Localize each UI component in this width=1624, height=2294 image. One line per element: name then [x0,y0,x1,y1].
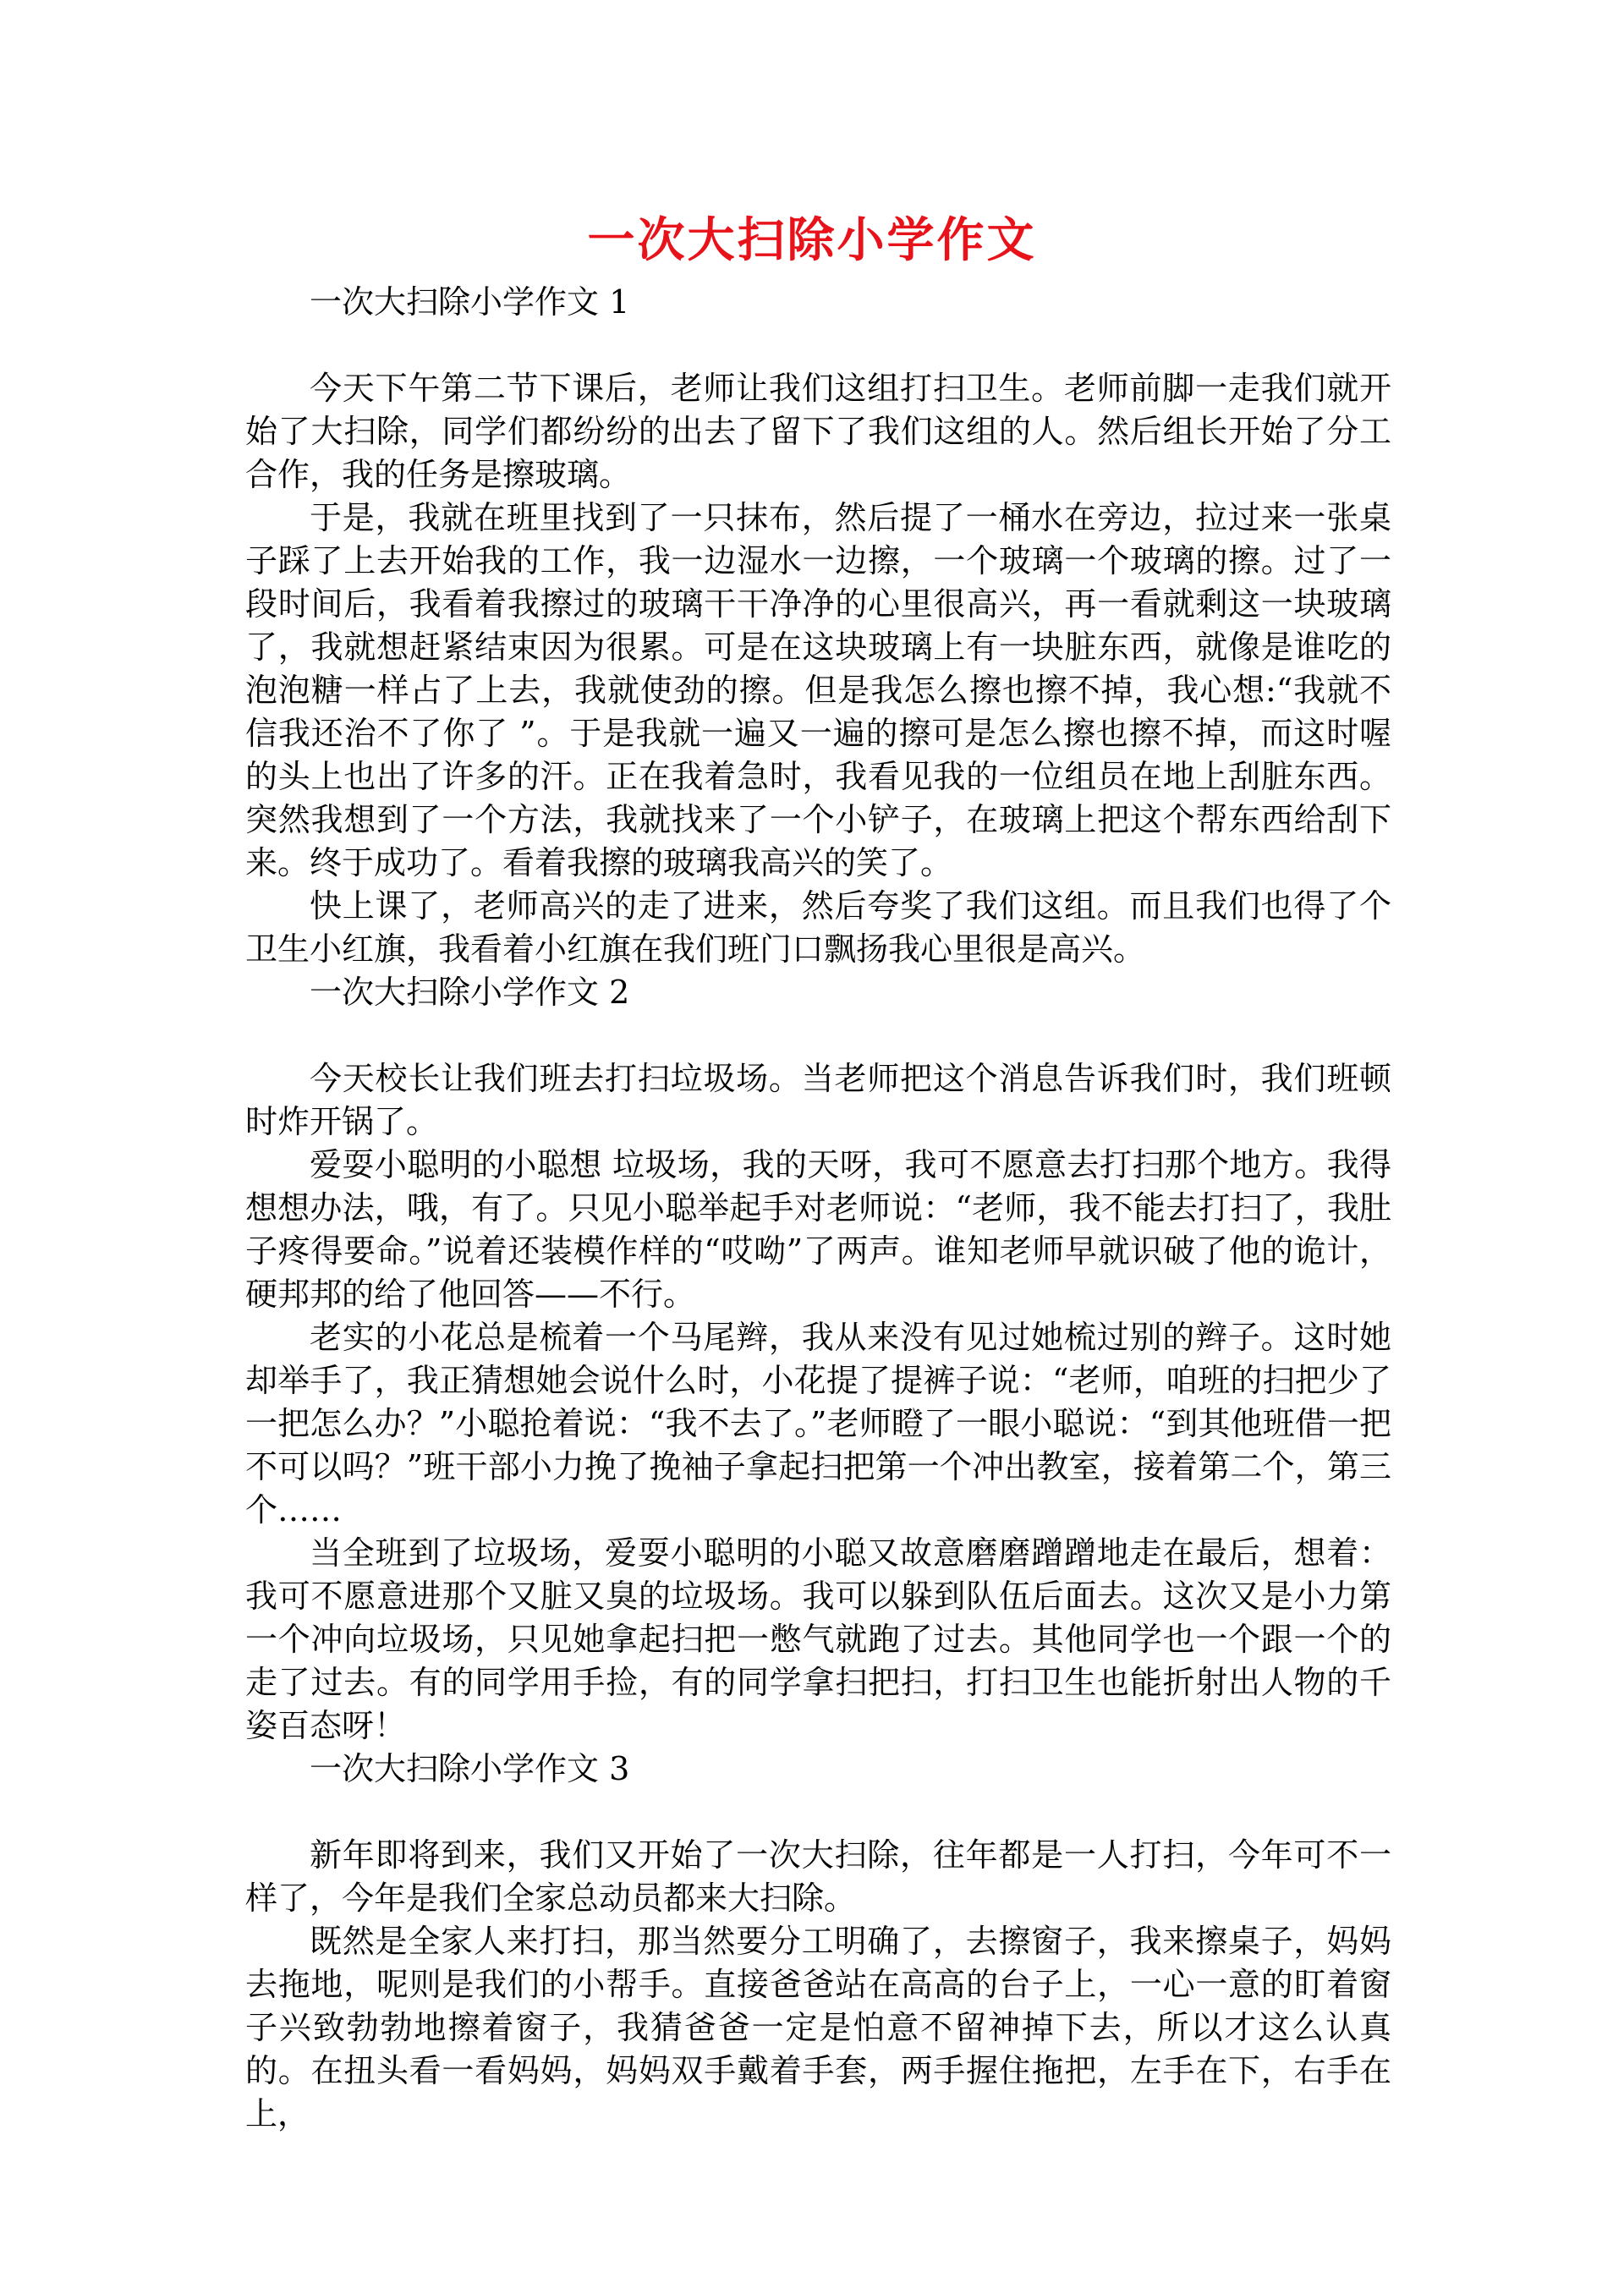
essay-heading-3: 一次大扫除小学作文 3 [310,1750,630,1787]
paragraph: 于是，我就在班里找到了一只抹布，然后提了一桶水在旁边，拉过来一张桌子踩了上去开始我的工作，我一边湿水一边擦，一个玻璃一个玻璃的擦。过了一段时间后，我看着我擦过的玻璃干干净净的心里很高兴，再一看就剩这一块玻璃了，我就想赶紧结束因为很累。可是在这块玻璃上有一块脏东西，就像是谁吃的泡泡糖一样占了上去，我就使劲的擦。但是我怎么擦也擦不掉，我心想:“我就不信我还治不了你了 ”。于是我就一遍又一遍的擦可是怎么擦也擦不掉，而这时喔的头上也出了许多的汗。正在我着急时，我看见我的一位组员在地上刮脏东西。突然我想到了一个方法，我就找来了一个小铲子，在玻璃上把这个帮东西给刮下来。终于成功了。看着我擦的玻璃我高兴的笑了。 [245,499,1391,881]
paragraph: 今天下午第二节下课后，老师让我们这组打扫卫生。老师前脚一走我们就开始了大扫除，同学们都纷纷的出去了留下了我们这组的人。然后组长开始了分工合作，我的任务是擦玻璃。 [245,370,1391,493]
paragraph: 今天校长让我们班去打扫垃圾场。当老师把这个消息告诉我们时，我们班顿时炸开锅了。 [245,1060,1391,1140]
paragraph: 老实的小花总是梳着一个马尾辫，我从来没有见过她梳过别的辫子。这时她却举手了，我正猜想她会说什么时，小花提了提裤子说：“老师，咱班的扫把少了一把怎么办？”小聪抢着说：“我不去了。”老师瞪了一眼小聪说：“到其他班借一把不可以吗？”班干部小力挽了挽袖子拿起扫把第一个冲出教室，接着第二个，第三个…… [245,1319,1391,1528]
paragraph: 爱耍小聪明的小聪想 垃圾场，我的天呀，我可不愿意去打扫那个地方。我得想想办法，哦，有了。只见小聪举起手对老师说：“老师，我不能去打扫了，我肚子疼得要命。”说着还装模作样的“哎呦”了两声。谁知老师早就识破了他的诡计，硬邦邦的给了他回答——不行。 [245,1146,1391,1313]
essay-heading-1: 一次大扫除小学作文 1 [310,283,630,321]
paragraph: 新年即将到来，我们又开始了一次大扫除，往年都是一人打扫，今年可不一样了，今年是我们全家总动员都来大扫除。 [245,1836,1391,1917]
essay-heading-2: 一次大扫除小学作文 2 [310,974,630,1011]
document-title: 一次大扫除小学作文 [587,212,1037,268]
document-body [245,281,1391,2136]
paragraph: 当全班到了垃圾场，爱耍小聪明的小聪又故意磨磨蹭蹭地走在最后，想着：我可不愿意进那个又脏又臭的垃圾场。我可以躲到队伍后面去。这次又是小力第一个冲向垃圾场，只见她拿起扫把一憋气就跑了过去。其他同学也一个跟一个的走了过去。有的同学用手捡，有的同学拿扫把扫，打扫卫生也能折射出人物的千姿百态呀！ [245,1534,1391,1744]
paragraph: 快上课了，老师高兴的走了进来，然后夸奖了我们这组。而且我们也得了个卫生小红旗，我看着小红旗在我们班门口飘扬我心里很是高兴。 [245,887,1391,968]
paragraph: 既然是全家人来打扫，那当然要分工明确了，去擦窗子，我来擦桌子，妈妈去拖地，呢则是我们的小帮手。直接爸爸站在高高的台子上，一心一意的盯着窗子兴致勃勃地擦着窗子，我猜爸爸一定是怕意不留神掉下去，所以才这么认真的。在扭头看一看妈妈，妈妈双手戴着手套，两手握住拖把，左手在下，右手在上， [245,1923,1391,2132]
